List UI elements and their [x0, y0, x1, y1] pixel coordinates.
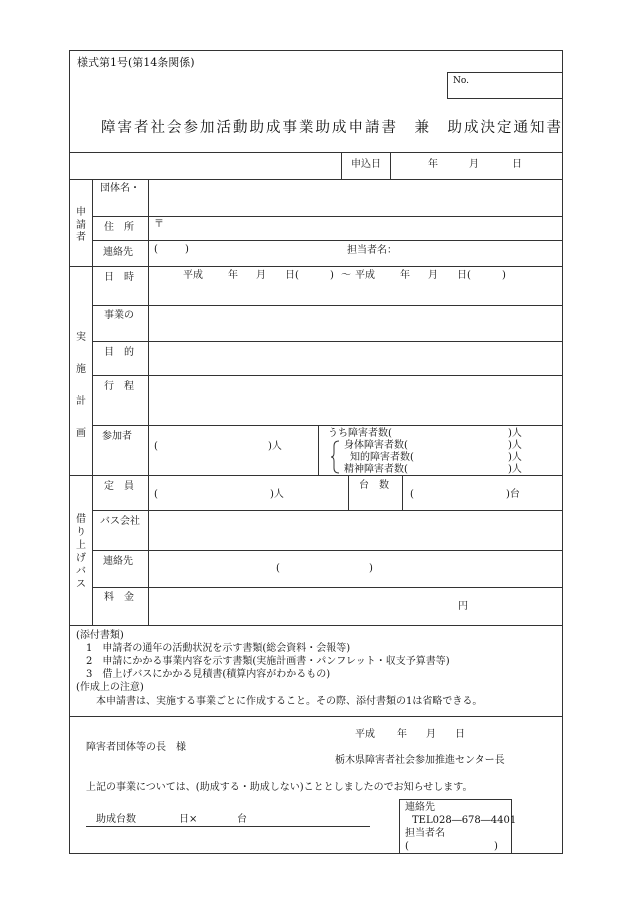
caution-header: (作成上の注意)	[76, 682, 144, 693]
day-end: 日(	[457, 270, 471, 281]
date-day: 日	[512, 159, 522, 170]
fee-label: 料 金	[104, 592, 134, 603]
plan-section-label: 実 施 計 画	[76, 332, 86, 439]
heisei-start: 平成	[183, 270, 203, 281]
paren-close: )	[185, 244, 189, 255]
address-label: 住 所	[104, 222, 134, 233]
bus-contact-close: )	[369, 563, 373, 574]
contact-person: 担当者名	[405, 828, 445, 839]
bus-count-label: 台 数	[359, 480, 389, 491]
contact-tel: TEL028―678―4401	[412, 815, 517, 826]
contact-title: 連絡先	[405, 802, 435, 813]
attachment-3: 3 借上げバスにかかる見積書(積算内容がわかるもの)	[86, 669, 331, 680]
breakdown-physical-unit: )人	[508, 440, 522, 451]
capacity-open: (	[154, 489, 158, 500]
itinerary-label: 行 程	[104, 381, 134, 392]
decision-heisei: 平成	[355, 729, 375, 740]
year-end: 年	[400, 270, 410, 281]
bus-count-open: (	[410, 489, 414, 500]
date-label: 申込日	[351, 159, 381, 170]
grant-count-label: 助成台数	[96, 814, 136, 825]
attachments-header: (添付書類)	[76, 630, 124, 641]
person-in-charge-label: 担当者名：	[347, 245, 397, 256]
form-id: 様式第1号(第14条関係)	[77, 56, 195, 69]
decision-day: 日	[455, 729, 465, 740]
decision-month: 月	[426, 729, 436, 740]
form-title: 障害者社会参加活動助成事業助成申請書 兼 助成決定通知書	[101, 120, 563, 136]
heisei-end: 平成	[355, 270, 375, 281]
participants-label: 参加者	[102, 431, 132, 442]
paren-open: (	[154, 244, 158, 255]
fee-unit: 円	[458, 601, 468, 612]
participants-unit: )人	[268, 441, 282, 452]
participants-open: (	[154, 441, 158, 452]
bus-company-label: バス会社	[100, 516, 140, 527]
breakdown-intellectual: 知的障害者数(	[350, 452, 414, 463]
applicant-section-label: 申 請 者	[76, 207, 86, 243]
grant-count-days: 日×	[179, 814, 198, 825]
applicant-contact-label: 連絡先	[103, 247, 133, 258]
month-start: 月	[256, 270, 266, 281]
capacity-label: 定 員	[104, 481, 134, 492]
issuer: 栃木県障害者社会参加推進センター長	[335, 755, 505, 766]
breakdown-total: うち障害者数(	[328, 428, 392, 439]
breakdown-mental-unit: )人	[508, 464, 522, 475]
decision-year: 年	[397, 729, 407, 740]
project-label: 事業の	[104, 310, 134, 321]
bus-contact-open: (	[276, 563, 280, 574]
grant-count-units: 台	[237, 814, 247, 825]
capacity-unit: )人	[270, 489, 284, 500]
breakdown-physical: 身体障害者数(	[344, 440, 408, 451]
date-year: 年	[428, 159, 438, 170]
datetime-label: 日 時	[104, 272, 134, 283]
month-end: 月	[428, 270, 438, 281]
breakdown-total-unit: )人	[508, 428, 522, 439]
day-start: 日(	[285, 270, 299, 281]
year-start: 年	[228, 270, 238, 281]
number-label: No.	[453, 76, 469, 86]
contact-paren-open: (	[405, 841, 409, 852]
breakdown-intellectual-unit: )人	[508, 452, 522, 463]
caution-text: 本申請書は、実施する事業ごとに作成すること。その際、添付書類の1は省略できる。	[96, 696, 483, 707]
attachment-1: 1 申請者の通年の活動状況を示す書類(総会資料・会報等)	[86, 643, 351, 654]
date-month: 月	[469, 159, 479, 170]
purpose-label: 目 的	[104, 347, 134, 358]
bus-contact-label: 連絡先	[103, 556, 133, 567]
close-end: )	[502, 270, 506, 281]
close-start: )	[330, 270, 334, 281]
addressee: 障害者団体等の長 様	[86, 742, 186, 753]
form-frame	[69, 50, 563, 854]
postal-mark: 〒	[154, 219, 164, 230]
bus-section-label: 借 り 上 げ バ ス	[76, 514, 86, 590]
bus-count-unit: )台	[506, 489, 520, 500]
tilde: ～	[341, 270, 351, 281]
org-label: 団体名・	[100, 183, 140, 194]
contact-paren-close: )	[494, 841, 498, 852]
decision-statement: 上記の事業については、(助成する・助成しない)こととしましたのでお知らせします。	[86, 782, 473, 793]
brace-icon	[331, 440, 341, 474]
breakdown-mental: 精神障害者数(	[344, 464, 408, 475]
attachment-2: 2 申請にかかる事業内容を示す書類(実施計画書・パンフレット・収支予算書等)	[86, 656, 450, 667]
